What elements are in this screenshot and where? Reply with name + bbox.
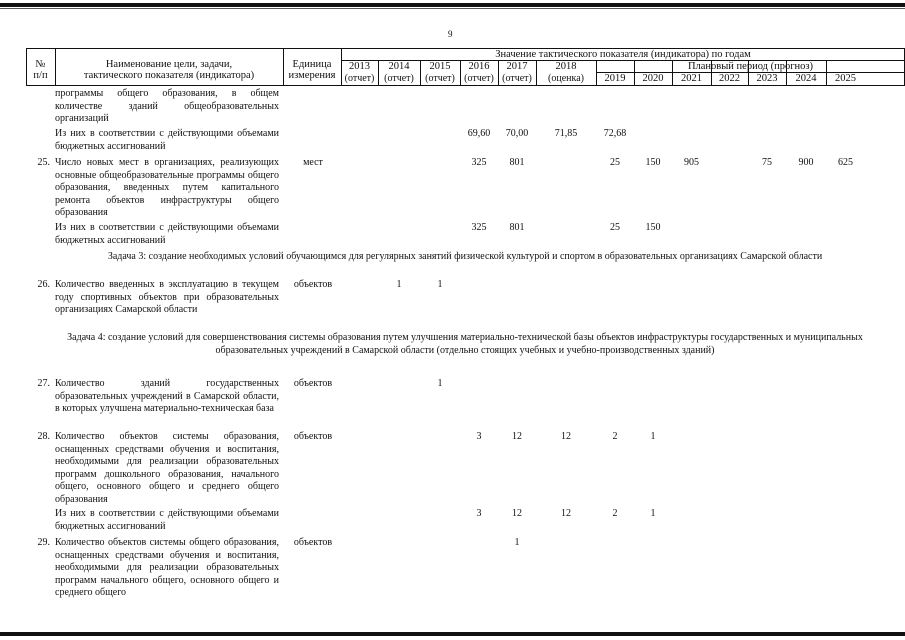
indicator-name: Количество введенных в эксплуатацию в текущем году спортивных объектов при образовательных организациях Самарской области	[55, 279, 279, 315]
indicator-name: Из них в соответствии с действующими объемами бюджетных ассигнований	[55, 508, 279, 532]
value-2016: 69,60	[467, 128, 491, 139]
value-2017: 12	[512, 431, 522, 442]
row-number: 27.	[37, 378, 50, 389]
indicator-name: Количество объектов системы образования, оснащенных средствами обучения и воспитания, необходимыми для реализации образовательных программ дошкольного образования, начального общего, основного общего и среднего общего образования	[55, 431, 279, 505]
value-2020: 1	[650, 508, 656, 519]
header-year-2020: 2020	[642, 73, 664, 84]
header-name: Наименование цели, задачи,	[105, 59, 233, 70]
value-2020: 1	[650, 431, 656, 442]
value-2019: 2	[612, 431, 618, 442]
unit: мест	[303, 157, 323, 168]
row-number: 28.	[37, 431, 50, 442]
header-year-2016: 2016	[468, 61, 490, 72]
row-number: 29.	[37, 537, 50, 548]
bottom-border	[0, 632, 905, 636]
task-heading: Задача 3: создание необходимых условий обучающимся для регулярных занятий физической культурой и спортом в образовательных организациях Самарской области	[107, 251, 823, 262]
value-2021: 905	[684, 157, 699, 168]
header-unit-sub: измерения	[288, 70, 336, 81]
indicator-name: Число новых мест в организациях, реализующих основные общеобразовательные программы общего образования, введенных путем капитального ремонта объектов инфраструктуры общего образования	[55, 157, 279, 218]
header-year-note: (отчет)	[344, 73, 375, 84]
value-2019: 25	[610, 222, 620, 233]
header-year-2014: 2014	[388, 61, 410, 72]
value-2018: 71,85	[554, 128, 578, 139]
value-2015: 1	[437, 279, 443, 290]
indicator-name: Количество объектов системы общего образования, оснащенных средствами обучения и воспитания, необходимыми для реализации образовательных программ начального общего, основного общего и среднего общего	[55, 537, 279, 598]
header-year-2024: 2024	[795, 73, 817, 84]
value-2018: 12	[561, 508, 571, 519]
value-2015: 1	[437, 378, 443, 389]
value-2014: 1	[396, 279, 402, 290]
row-number: 26.	[37, 279, 50, 290]
value-2016: 325	[471, 222, 487, 233]
header-rule-bottom	[26, 85, 905, 86]
header-year-2018: 2018	[555, 61, 577, 72]
value-2017: 801	[509, 157, 525, 168]
header-unit: Единица	[292, 59, 332, 70]
header-year-2023: 2023	[756, 73, 778, 84]
header-year-2022: 2022	[719, 73, 740, 84]
value-2016: 3	[476, 431, 482, 442]
indicator-name: Из них в соответствии с действующими объемами бюджетных ассигнований	[55, 222, 279, 246]
value-2016: 325	[471, 157, 487, 168]
unit: объектов	[293, 378, 333, 389]
header-year-2021: 2021	[681, 73, 702, 84]
header-year-2017: 2017	[506, 61, 528, 72]
unit: объектов	[293, 431, 333, 442]
task-heading: Задача 4: создание условий для совершенствования системы образования путем улучшения материально-технической базы объектов инфраструктуры государственных и муниципальных образовательных учреждений в Самарской области (отдельно стоящих учебных и учебно-производственных зданий)	[67, 332, 863, 356]
value-2017: 801	[509, 222, 525, 233]
value-2017: 70,00	[505, 128, 529, 139]
value-2019: 72,68	[603, 128, 627, 139]
header-name-sub: тактического показателя (индикатора)	[83, 70, 255, 81]
indicator-name: Из них в соответствии с действующими объемами бюджетных ассигнований	[55, 128, 279, 152]
value-2020: 150	[645, 222, 661, 233]
header-year-note: (оценка)	[548, 73, 584, 84]
header-num-sub: п/п	[33, 70, 48, 81]
value-2019: 25	[610, 157, 620, 168]
value-2025: 625	[838, 157, 853, 168]
header-year-2025: 2025	[835, 73, 856, 84]
value-2017: 12	[512, 508, 522, 519]
header-num: №	[35, 59, 46, 70]
value-2024: 900	[798, 157, 814, 168]
header-year-note: (отчет)	[502, 73, 532, 84]
indicator-name: программы общего образования, в общем количестве зданий общеобразовательных организаций	[55, 88, 279, 124]
header-year-2019: 2019	[604, 73, 626, 84]
header-year-note: (отчет)	[384, 73, 414, 84]
header-year-2015: 2015	[429, 61, 451, 72]
page-number: 9	[448, 29, 453, 39]
unit: объектов	[293, 537, 333, 548]
value-2020: 150	[645, 157, 661, 168]
row-number: 25.	[37, 157, 50, 168]
value-2017: 1	[514, 537, 520, 548]
value-2018: 12	[561, 431, 571, 442]
value-2023: 75	[762, 157, 772, 168]
indicator-name: Количество зданий государственных образовательных учреждений в Самарской области, в которых улучшена материально-техническая база	[55, 378, 279, 414]
header-year-note: (отчет)	[425, 73, 455, 84]
header-planned-title: Плановый период (прогноз)	[687, 61, 814, 72]
header-year-2013: 2013	[349, 61, 370, 72]
header-group-title: Значение тактического показателя (индикатора) по годам	[495, 49, 751, 60]
header-year-note: (отчет)	[464, 73, 494, 84]
value-2019: 2	[612, 508, 618, 519]
unit: объектов	[293, 279, 333, 290]
value-2016: 3	[476, 508, 482, 519]
